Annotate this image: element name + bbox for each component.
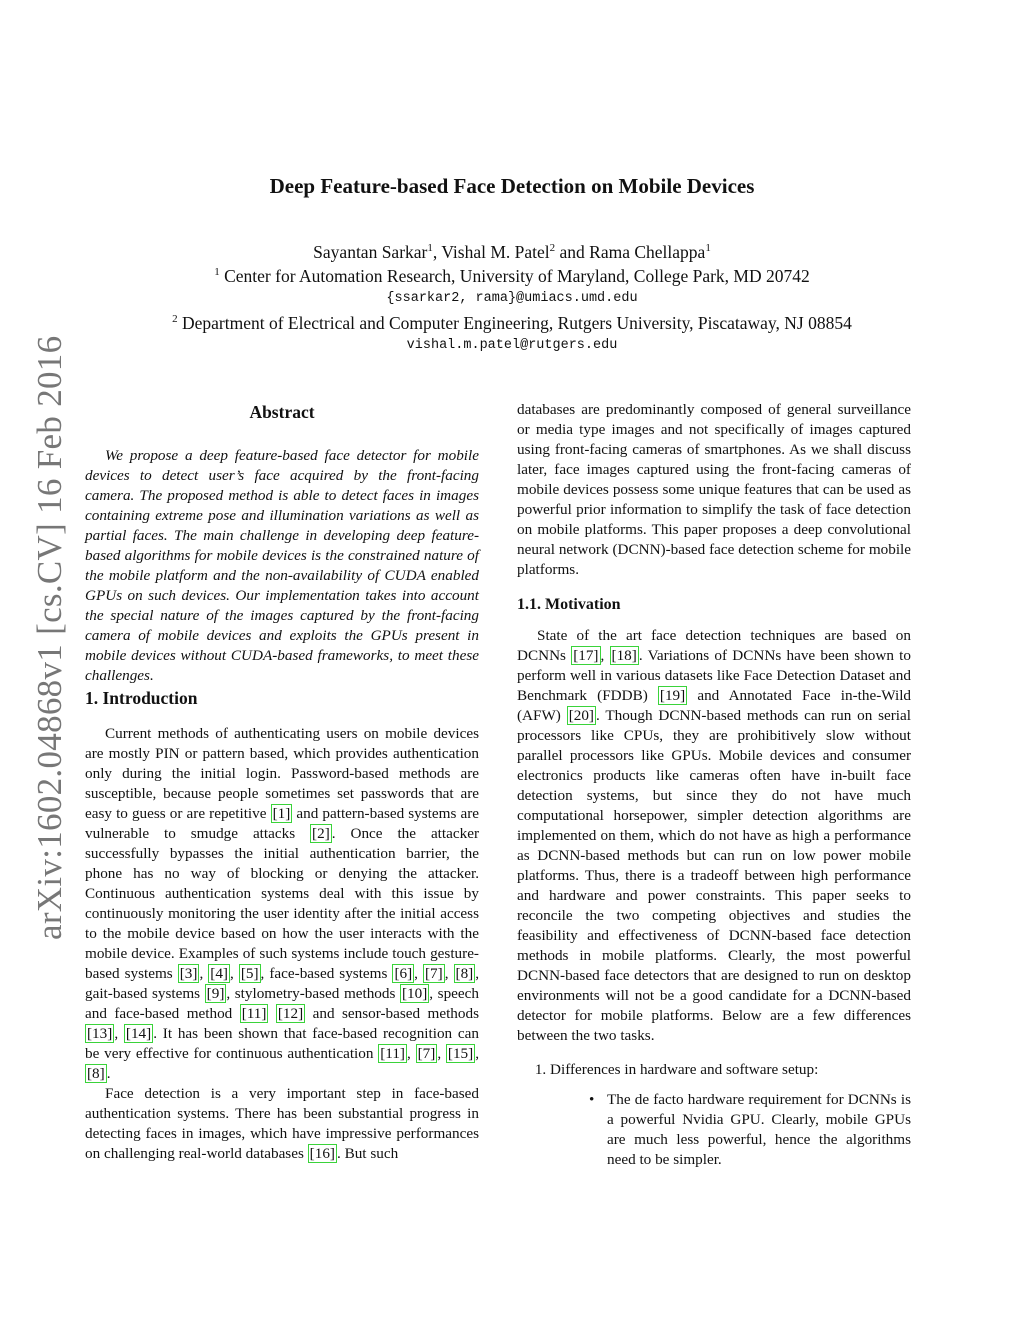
bullet-list — [550, 1090, 911, 1170]
affiliation-1 — [0, 264, 1024, 288]
citation-link[interactable]: [11] — [241, 1005, 267, 1022]
citation-link[interactable]: [11] — [380, 1045, 405, 1062]
author-names — [0, 240, 1024, 264]
author-block — [0, 240, 1024, 358]
citation-link[interactable]: [18] — [611, 647, 637, 664]
affiliation-2 — [0, 311, 1024, 335]
citation-link[interactable]: [10] — [401, 985, 428, 1002]
author-name: Sayantan Sarkar — [313, 242, 428, 262]
bullet-item: • The de facto hardware requirement for DCNNs is a powerful Nvidia GPU. Clearly, mobile GPUs are much less powerful, hence the algorithms need to be simpler. — [587, 1090, 911, 1170]
author-name: Vishal M. Patel — [441, 242, 550, 262]
citation-link[interactable]: [15] — [447, 1045, 474, 1062]
citation-link[interactable]: [9] — [206, 985, 225, 1002]
citation-link[interactable]: [2] — [312, 825, 330, 842]
affiliation-mark: 1 — [705, 242, 711, 254]
citation-link[interactable]: [20] — [568, 707, 594, 724]
citation-link[interactable]: [7] — [424, 965, 443, 982]
citation-link[interactable]: [14] — [125, 1025, 152, 1042]
citation-link[interactable]: [13] — [87, 1025, 113, 1042]
list-item-text: Differences in hardware and software setup: — [550, 1061, 819, 1078]
affiliation-text: Department of Electrical and Computer Engineering, Rutgers University, Piscataway, NJ 08854 — [177, 312, 852, 333]
citation-link[interactable]: [8] — [455, 965, 474, 982]
list-item — [550, 1060, 911, 1170]
motivation-paragraph: State of the art face detection techniques are based on DCNNs [17] , [18] . Variations of DCNNs have been shown to perform well in various datasets like Face Detection Dataset and Benchmark (FDDB) [19] and Annotated Face in-the-Wild (AFW) [20] . Though DCNN-based methods can run on serial processors like CPUs, they are prohibitively slow without parallel processors like GPUs. Mobile devices and consumer electronics products like cameras often have in-built face detection systems, but since they do not have much computational horsepower, simpler detection algorithms are implemented on them, which do not have as high a performance as DCNN-based methods but can run on low power mobile platforms. Thus, there is a tradeoff between high performance and hardware and power constraints. This paper seeks to reconcile the two competing objectives and studies the feasibility and effectiveness of DCNN-based face detection methods in mobile platforms. Clearly, the most powerful DCNN-based face detectors that are designed to run on desktop environments will not be a good candidate for a DCNN-based detector for mobile platforms. Below are a few differences between the two tasks. — [517, 627, 912, 1044]
citation-link[interactable]: [16] — [309, 1145, 335, 1162]
email-2[interactable]: vishal.m.patel@rutgers.edu — [406, 338, 618, 353]
left-column — [85, 400, 479, 1164]
section-heading-introduction: 1. Introduction — [85, 688, 198, 708]
differences-list — [517, 1060, 911, 1170]
right-column — [517, 400, 911, 1180]
abstract-heading: Abstract — [249, 402, 315, 422]
affiliation-mark: 2 — [549, 242, 556, 254]
citation-link[interactable]: [7] — [417, 1045, 436, 1062]
separator: and — [555, 242, 590, 262]
citation-link[interactable]: [12] — [277, 1005, 304, 1022]
citation-link[interactable]: [4] — [210, 965, 228, 982]
citation-link[interactable]: [19] — [659, 687, 686, 704]
affiliation-mark: 1 — [214, 265, 220, 278]
subsection-heading-motivation: 1.1. Motivation — [517, 596, 621, 613]
abstract-text: We propose a deep feature-based face detector for mobile devices to detect user’s face acquired by the front-facing camera. The proposed method is able to detect faces in images containing extreme pose and illumination variations as well as partial faces. The main challenge in developing deep feature-based algorithms for mobile devices is the constrained nature of the mobile platform and the non-availability of CUDA enabled GPUs on such devices. Our implementation takes into account the special nature of the images captured by the front-facing camera of mobile devices and exploits the GPUs present in mobile devices without CUDA-based frameworks, to meet these challenges. — [85, 447, 479, 684]
affiliation-text: Center for Automation Research, University of Maryland, College Park, MD 20742 — [219, 265, 810, 286]
citation-link[interactable]: [3] — [179, 965, 198, 982]
citation-link[interactable]: [1] — [272, 805, 291, 822]
citation-link[interactable]: [5] — [240, 965, 259, 982]
author-name: Rama Chellappa — [589, 242, 706, 262]
email-1[interactable]: {ssarkar2, rama}@umiacs.umd.edu — [386, 291, 638, 306]
citation-link[interactable]: [17] — [573, 647, 599, 664]
intro-paragraph-continued: databases are predominantly composed of general surveillance or media type images and not specifically of images captured using front-facing cameras of smartphones. As we shall discuss later, face images captured using the front-facing cameras of mobile devices possess some unique features that can be used as powerful prior information to simplify the task of face detection on mobile platforms. This paper proposes a deep convolutional neural network (DCNN)-based face detection scheme for mobile platforms. — [517, 401, 911, 578]
intro-paragraph-1: Current methods of authenticating users on mobile devices are mostly PIN or pattern based, which provides authentication only during the initial login. Password-based methods are susceptible, because people sometimes set passwords that are easy to guess or are repetitive [1] and pattern-based systems are vulnerable to smudge attacks [2] . Once the attacker successfully bypasses the initial authentication barrier, the phone has no way of blocking or denying the attacker. Continuous authentication systems deal with this issue by continuously monitoring the user identity after the initial access to the mobile device based on how the user interacts with the mobile device. Examples of such systems include touch gesture-based systems [3] , [4] , [5] , face-based systems [6] , [7] , [8] , gait-based systems [9] , stylometry-based methods [10] , speech and face-based method [11] [12] and sensor-based methods [13] , [14] . It has been shown that face-based recognition can be very effective for continuous authentication [11] , [7] , [15] , [8] . — [85, 725, 480, 1082]
citation-link[interactable]: [6] — [394, 965, 413, 982]
intro-paragraph-2: Face detection is a very important step in face-based authentication systems. There has been substantial progress in detecting faces in images, which have impressive performances on challenging real-world databases [16] . But such — [85, 1085, 479, 1162]
citation-link[interactable]: [8] — [87, 1065, 105, 1082]
arxiv-stamp: arXiv:1602.04868v1 [cs.CV] 16 Feb 2016 — [30, 335, 69, 940]
affiliation-mark: 1 — [427, 242, 433, 254]
paper-title: Deep Feature-based Face Detection on Mobile Devices — [269, 174, 755, 198]
affiliation-mark: 2 — [172, 312, 178, 325]
separator: , — [432, 242, 442, 262]
